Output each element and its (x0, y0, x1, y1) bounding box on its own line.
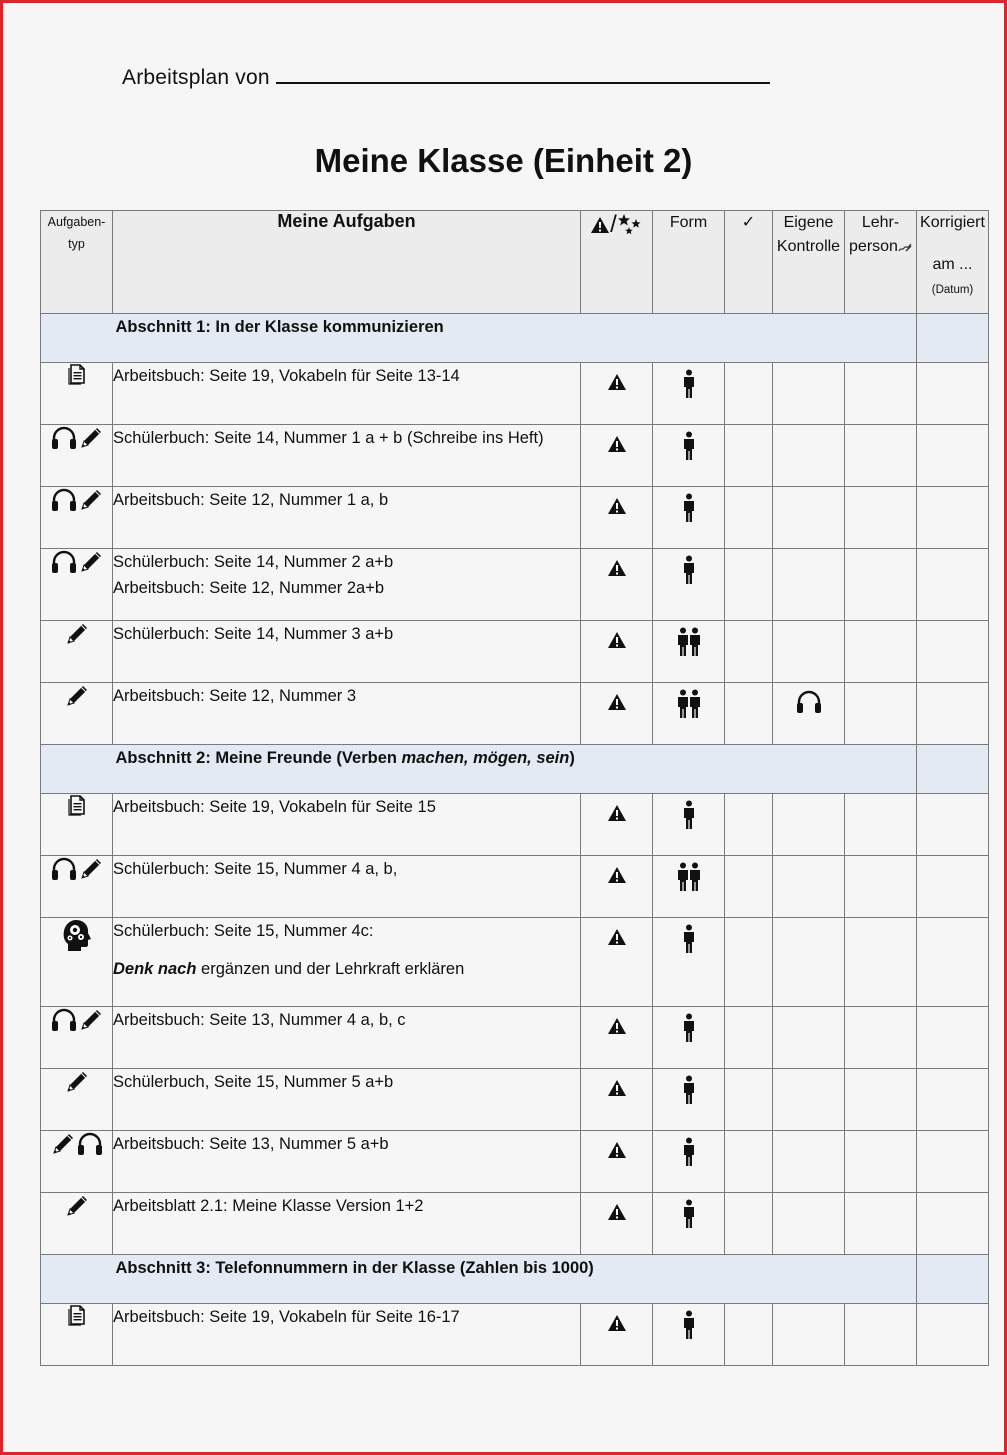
headphones-icon (50, 856, 78, 887)
done-checkbox[interactable] (725, 856, 773, 918)
own-check-cell[interactable] (773, 1069, 845, 1131)
teacher-signature-cell[interactable] (845, 1304, 917, 1366)
task-line: Schülerbuch: Seite 15, Nummer 4 a, b, (113, 860, 398, 878)
task-line: Arbeitsbuch: Seite 12, Nummer 3 (113, 687, 357, 705)
own-check-cell[interactable] (773, 683, 845, 745)
section-spacer (41, 314, 113, 363)
task-row (41, 549, 989, 621)
task-row (41, 363, 989, 425)
task-line: Arbeitsbuch: Seite 19, Vokabeln für Seite 13-14 (113, 367, 460, 385)
pencil-icon (78, 856, 104, 887)
done-checkbox[interactable] (725, 1304, 773, 1366)
single-person-icon (682, 431, 696, 466)
document-icon (67, 363, 87, 390)
done-checkbox[interactable] (725, 487, 773, 549)
done-checkbox[interactable] (725, 1069, 773, 1131)
done-checkbox[interactable] (725, 1131, 773, 1193)
task-type-cell (41, 425, 113, 487)
corrected-date-cell[interactable] (917, 918, 989, 1007)
task-description (113, 621, 581, 683)
col-header-tasks: Meine Aufgaben (113, 211, 581, 314)
task-description (113, 683, 581, 745)
warning-icon (607, 804, 627, 827)
owner-name-blank[interactable] (276, 62, 770, 84)
document-icon (67, 794, 87, 821)
corrected-date-cell[interactable] (917, 363, 989, 425)
social-form-cell (653, 549, 725, 621)
section-title (113, 745, 917, 794)
section-spacer (917, 745, 989, 794)
corrected-date-cell[interactable] (917, 1193, 989, 1255)
task-type-cell (41, 1131, 113, 1193)
task-row (41, 794, 989, 856)
warning-icon (607, 1079, 627, 1102)
thinking-head-icon (62, 918, 92, 957)
difficulty-cell (581, 683, 653, 745)
task-description (113, 487, 581, 549)
done-checkbox[interactable] (725, 425, 773, 487)
headphones-icon (50, 549, 78, 580)
task-type-cell (41, 487, 113, 549)
pencil-icon (78, 487, 104, 518)
pair-icon (677, 627, 701, 662)
header-row (41, 211, 989, 314)
difficulty-cell (581, 487, 653, 549)
task-row (41, 487, 989, 549)
social-form-cell (653, 856, 725, 918)
social-form-cell (653, 363, 725, 425)
difficulty-cell (581, 549, 653, 621)
teacher-signature-cell[interactable] (845, 1069, 917, 1131)
headphones-icon (795, 689, 823, 720)
task-line: ergänzen und der Lehrkraft erklären (196, 960, 465, 978)
task-description (113, 549, 581, 621)
work-plan-table (40, 210, 989, 1366)
corrected-date-cell[interactable] (917, 425, 989, 487)
single-person-icon (682, 493, 696, 528)
done-checkbox[interactable] (725, 1007, 773, 1069)
headphones-icon (50, 1007, 78, 1038)
difficulty-cell (581, 363, 653, 425)
section-header-row (41, 314, 989, 363)
task-row (41, 683, 989, 745)
corrected-date-cell[interactable] (917, 1131, 989, 1193)
social-form-cell (653, 1131, 725, 1193)
corrected-date-cell[interactable] (917, 1007, 989, 1069)
pair-icon (677, 862, 701, 897)
headphones-icon (50, 487, 78, 518)
warning-icon (607, 1017, 627, 1040)
teacher-signature-cell[interactable] (845, 1007, 917, 1069)
task-line: Arbeitsbuch: Seite 13, Nummer 5 a+b (113, 1135, 389, 1153)
section-header-row (41, 1255, 989, 1304)
social-form-cell (653, 683, 725, 745)
task-row (41, 856, 989, 918)
warning-icon (607, 693, 627, 716)
col-header-teacher: Lehr- person (845, 211, 917, 314)
teacher-signature-cell[interactable] (845, 487, 917, 549)
task-row (41, 621, 989, 683)
task-type-cell (41, 794, 113, 856)
social-form-cell (653, 918, 725, 1007)
task-description (113, 918, 581, 1007)
task-line: Arbeitsbuch: Seite 13, Nummer 4 a, b, c (113, 1011, 406, 1029)
task-line: Arbeitsbuch: Seite 12, Nummer 2a+b (113, 579, 385, 597)
difficulty-cell (581, 1007, 653, 1069)
warning-icon (590, 216, 610, 234)
task-row (41, 1007, 989, 1069)
corrected-date-cell[interactable] (917, 1304, 989, 1366)
own-check-cell[interactable] (773, 918, 845, 1007)
social-form-cell (653, 794, 725, 856)
difficulty-cell (581, 1131, 653, 1193)
pencil-icon (78, 549, 104, 580)
section-spacer (917, 1255, 989, 1304)
section-spacer (41, 745, 113, 794)
difficulty-cell (581, 1304, 653, 1366)
warning-icon (607, 373, 627, 396)
col-header-own-check: Eigene Kontrolle (773, 211, 845, 314)
warning-icon (607, 1314, 627, 1337)
section-title-text: ) (569, 749, 575, 767)
task-description (113, 1304, 581, 1366)
own-check-cell[interactable] (773, 549, 845, 621)
signature-pen-icon (898, 241, 912, 253)
warning-icon (607, 435, 627, 458)
done-checkbox[interactable] (725, 918, 773, 1007)
own-check-cell[interactable] (773, 621, 845, 683)
corrected-date-cell[interactable] (917, 621, 989, 683)
warning-icon (607, 1141, 627, 1164)
own-check-cell[interactable] (773, 1304, 845, 1366)
task-row (41, 1131, 989, 1193)
difficulty-cell (581, 918, 653, 1007)
done-checkbox[interactable] (725, 549, 773, 621)
task-type-cell (41, 549, 113, 621)
col-header-type: Aufgaben- typ (41, 211, 113, 314)
single-person-icon (682, 924, 696, 959)
owner-label: Arbeitsplan von (122, 66, 270, 89)
own-check-cell[interactable] (773, 794, 845, 856)
teacher-signature-cell[interactable] (845, 1193, 917, 1255)
task-description (113, 794, 581, 856)
task-line: Schülerbuch: Seite 15, Nummer 4c: (113, 922, 374, 940)
section-header-row (41, 745, 989, 794)
social-form-cell (653, 1069, 725, 1131)
headphones-icon (76, 1131, 104, 1162)
own-check-cell[interactable] (773, 363, 845, 425)
social-form-cell (653, 1007, 725, 1069)
difficulty-cell (581, 621, 653, 683)
corrected-date-cell[interactable] (917, 549, 989, 621)
task-type-cell (41, 1069, 113, 1131)
difficulty-cell (581, 794, 653, 856)
single-person-icon (682, 369, 696, 404)
task-line: Arbeitsbuch: Seite 19, Vokabeln für Seite 16-17 (113, 1308, 460, 1326)
section-spacer (41, 1255, 113, 1304)
col-header-corrected: Korrigiert am ... (Datum) (917, 211, 989, 314)
difficulty-cell (581, 1069, 653, 1131)
section-title-text: Abschnitt 2: Meine Freunde (Verben (115, 749, 402, 767)
single-person-icon (682, 1310, 696, 1345)
teacher-signature-cell[interactable] (845, 363, 917, 425)
difficulty-cell (581, 1193, 653, 1255)
pencil-icon (64, 621, 90, 652)
task-line: Schülerbuch: Seite 14, Nummer 2 a+b (113, 553, 394, 571)
difficulty-cell (581, 425, 653, 487)
task-description (113, 1131, 581, 1193)
own-check-cell[interactable] (773, 1007, 845, 1069)
teacher-signature-cell[interactable] (845, 683, 917, 745)
col-header-done: ✓ (725, 211, 773, 314)
pencil-icon (64, 1069, 90, 1100)
social-form-cell (653, 425, 725, 487)
corrected-date-cell[interactable] (917, 1069, 989, 1131)
task-row (41, 1193, 989, 1255)
corrected-date-cell[interactable] (917, 487, 989, 549)
single-person-icon (682, 1199, 696, 1234)
task-type-cell (41, 683, 113, 745)
task-type-cell (41, 621, 113, 683)
single-person-icon (682, 1137, 696, 1172)
col-header-level: / (581, 211, 653, 314)
difficulty-cell (581, 856, 653, 918)
social-form-cell (653, 1304, 725, 1366)
pencil-icon (78, 1007, 104, 1038)
warning-icon (607, 1203, 627, 1226)
warning-icon (607, 928, 627, 951)
task-emphasis: Denk nach (113, 960, 197, 978)
task-row (41, 918, 989, 1007)
task-description (113, 1193, 581, 1255)
task-description (113, 856, 581, 918)
section-title-text: Abschnitt 3: Telefonnummern in der Klasse (Zahlen bis 1000) (115, 1259, 594, 1277)
pencil-icon (64, 1193, 90, 1224)
section-title-verbs: machen, mögen, sein (401, 749, 570, 767)
pair-icon (677, 689, 701, 724)
task-line: Schülerbuch, Seite 15, Nummer 5 a+b (113, 1073, 394, 1091)
own-check-cell[interactable] (773, 487, 845, 549)
task-type-cell (41, 918, 113, 1007)
own-check-cell[interactable] (773, 1131, 845, 1193)
task-type-cell (41, 1304, 113, 1366)
single-person-icon (682, 1075, 696, 1110)
task-type-cell (41, 1007, 113, 1069)
section-title-text: Abschnitt 1: In der Klasse kommunizieren (115, 318, 444, 336)
task-line: Arbeitsbuch: Seite 19, Vokabeln für Seite 15 (113, 798, 436, 816)
section-spacer (917, 314, 989, 363)
corrected-date-cell[interactable] (917, 856, 989, 918)
task-line: Arbeitsblatt 2.1: Meine Klasse Version 1+2 (113, 1197, 424, 1215)
single-person-icon (682, 1013, 696, 1048)
done-checkbox[interactable] (725, 621, 773, 683)
pencil-icon (64, 683, 90, 714)
done-checkbox[interactable] (725, 683, 773, 745)
single-person-icon (682, 555, 696, 590)
teacher-signature-cell[interactable] (845, 425, 917, 487)
teacher-signature-cell[interactable] (845, 621, 917, 683)
headphones-icon (50, 425, 78, 456)
task-description (113, 363, 581, 425)
warning-icon (607, 631, 627, 654)
task-row (41, 425, 989, 487)
teacher-signature-cell[interactable] (845, 918, 917, 1007)
task-type-cell (41, 1193, 113, 1255)
teacher-signature-cell[interactable] (845, 1131, 917, 1193)
task-row (41, 1069, 989, 1131)
warning-icon (607, 497, 627, 520)
teacher-signature-cell[interactable] (845, 549, 917, 621)
warning-icon (607, 559, 627, 582)
col-header-form: Form (653, 211, 725, 314)
pencil-icon (78, 425, 104, 456)
pencil-icon (50, 1131, 76, 1162)
task-description (113, 425, 581, 487)
done-checkbox[interactable] (725, 1193, 773, 1255)
owner-line (122, 62, 770, 90)
warning-icon (607, 866, 627, 889)
task-description (113, 1007, 581, 1069)
task-type-cell (41, 363, 113, 425)
done-checkbox[interactable] (725, 363, 773, 425)
task-description (113, 1069, 581, 1131)
done-checkbox[interactable] (725, 794, 773, 856)
social-form-cell (653, 621, 725, 683)
section-title (113, 314, 917, 363)
task-type-cell (41, 856, 113, 918)
task-line: Schülerbuch: Seite 14, Nummer 1 a + b (Schreibe ins Heft) (113, 429, 544, 447)
task-line: Arbeitsbuch: Seite 12, Nummer 1 a, b (113, 491, 389, 509)
social-form-cell (653, 487, 725, 549)
corrected-date-cell[interactable] (917, 683, 989, 745)
section-title (113, 1255, 917, 1304)
stars-icon (617, 213, 643, 237)
task-line: Schülerbuch: Seite 14, Nummer 3 a+b (113, 625, 394, 643)
teacher-signature-cell[interactable] (845, 794, 917, 856)
task-row (41, 1304, 989, 1366)
single-person-icon (682, 800, 696, 835)
own-check-cell[interactable] (773, 856, 845, 918)
corrected-date-cell[interactable] (917, 794, 989, 856)
own-check-cell[interactable] (773, 1193, 845, 1255)
own-check-cell[interactable] (773, 425, 845, 487)
social-form-cell (653, 1193, 725, 1255)
document-icon (67, 1304, 87, 1331)
teacher-signature-cell[interactable] (845, 856, 917, 918)
page-title: Meine Klasse (Einheit 2) (314, 142, 693, 179)
